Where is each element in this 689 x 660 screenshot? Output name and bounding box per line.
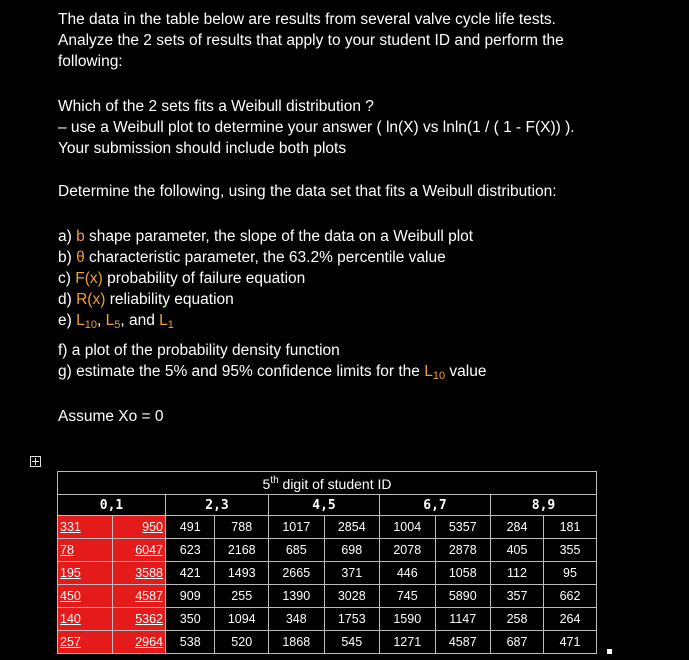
table-cell: 2878 <box>435 539 491 562</box>
table-cell: 909 <box>166 585 215 608</box>
item-d: d) R(x) reliability equation <box>58 291 234 308</box>
symbol-l1: $L_1$ <box>159 312 174 331</box>
table-cell: 5890 <box>435 585 491 608</box>
table-cell: 1271 <box>380 631 436 654</box>
table-cell: 405 <box>491 539 544 562</box>
symbol-l5: $L_5$ <box>105 312 121 331</box>
item-b: b) θ characteristic parameter, the 63.2% percentile value <box>58 249 446 266</box>
question-line: Which of the 2 sets fits a Weibull distribution ? <box>58 98 374 115</box>
table-caption-row <box>58 472 597 495</box>
item-list <box>58 226 486 387</box>
symbol-l10: $L_{10}$ <box>424 363 446 382</box>
table-cell: 1017 <box>269 516 325 539</box>
table-cell: 1094 <box>215 608 269 631</box>
table-cell: 3028 <box>324 585 380 608</box>
data-table <box>57 471 597 654</box>
table-cell: 355 <box>544 539 597 562</box>
table-cell: 195 <box>58 562 113 585</box>
item-g: g) estimate the 5% and 95% confidence limits for the $L_{10}$ value <box>58 363 487 382</box>
table-cell: 685 <box>269 539 325 562</box>
table-cell: 545 <box>324 631 380 654</box>
table-cell: 6047 <box>113 539 166 562</box>
question-line: Your submission should include both plots <box>58 140 347 157</box>
table-row <box>58 631 597 654</box>
table-cell: 264 <box>544 608 597 631</box>
table-cell: 2168 <box>215 539 269 562</box>
table-cell: 520 <box>215 631 269 654</box>
table-cell: 745 <box>380 585 436 608</box>
symbol-fx: F(x) <box>75 270 103 287</box>
table-cell: 1493 <box>215 562 269 585</box>
intro-line: following: <box>58 53 123 70</box>
table-cell: 258 <box>491 608 544 631</box>
table-row <box>58 585 597 608</box>
table-cell: 78 <box>58 539 113 562</box>
table-cell: 140 <box>58 608 113 631</box>
table-cell: 1004 <box>380 516 436 539</box>
group-header: 4,5 <box>269 495 380 516</box>
table-cell: 357 <box>491 585 544 608</box>
table-cell: 950 <box>113 516 166 539</box>
assumption: Assume Xo = 0 <box>58 408 164 425</box>
table-cell: 491 <box>166 516 215 539</box>
table-row <box>58 516 597 539</box>
group-header: 6,7 <box>380 495 491 516</box>
table-cell: 5357 <box>435 516 491 539</box>
table-cell: 623 <box>166 539 215 562</box>
question-paragraph <box>58 96 575 159</box>
table-cell: 788 <box>215 516 269 539</box>
symbol-theta: θ <box>76 249 85 266</box>
table-cell: 687 <box>491 631 544 654</box>
table-cell: 1753 <box>324 608 380 631</box>
table-cell: 4587 <box>435 631 491 654</box>
table-row <box>58 539 597 562</box>
group-header: 0,1 <box>58 495 166 516</box>
group-header-row <box>58 495 597 516</box>
item-e: e) $L_{10}$, $L_5$, and $L_1$ <box>58 312 174 331</box>
table-cell: 450 <box>58 585 113 608</box>
table-cell: 662 <box>544 585 597 608</box>
table-cell: 350 <box>166 608 215 631</box>
table-move-handle-icon[interactable] <box>30 456 41 467</box>
table-cell: 255 <box>215 585 269 608</box>
table-cell: 331 <box>58 516 113 539</box>
table-cell: 698 <box>324 539 380 562</box>
item-c: c) F(x) probability of failure equation <box>58 270 306 287</box>
determine-heading: Determine the following, using the data set that fits a Weibull distribution: <box>58 183 557 200</box>
table-row <box>58 562 597 585</box>
table-cell: 1590 <box>380 608 436 631</box>
table-cell: 421 <box>166 562 215 585</box>
table-cell: 181 <box>544 516 597 539</box>
question-line: – use a Weibull plot to determine your answer ( ln(X) vs lnln(1 / ( 1 - F(X)) ). <box>58 119 575 136</box>
table-cell: 257 <box>58 631 113 654</box>
item-f: f) a plot of the probability density function <box>58 342 340 359</box>
intro-line: Analyze the 2 sets of results that apply to your student ID and perform the <box>58 32 564 49</box>
table-cell: 348 <box>269 608 325 631</box>
symbol-rx: R(x) <box>76 291 106 308</box>
group-header: 2,3 <box>166 495 269 516</box>
table-cell: 1390 <box>269 585 325 608</box>
table-cell: 2665 <box>269 562 325 585</box>
table-cell: 446 <box>380 562 436 585</box>
intro-paragraph <box>58 9 564 72</box>
table-cell: 5362 <box>113 608 166 631</box>
table-cell: 538 <box>166 631 215 654</box>
item-a: a) b shape parameter, the slope of the data on a Weibull plot <box>58 228 474 245</box>
intro-line: The data in the table below are results from several valve cycle life tests. <box>58 11 556 28</box>
table-resize-handle[interactable] <box>607 649 612 654</box>
table-cell: 371 <box>324 562 380 585</box>
symbol-b: b <box>76 228 85 245</box>
table-cell: 1058 <box>435 562 491 585</box>
table-cell: 4587 <box>113 585 166 608</box>
table-row <box>58 608 597 631</box>
table-cell: 2078 <box>380 539 436 562</box>
table-cell: 2854 <box>324 516 380 539</box>
table-cell: 3588 <box>113 562 166 585</box>
table-cell: 95 <box>544 562 597 585</box>
table-cell: 1147 <box>435 608 491 631</box>
symbol-l10: $L_{10}$ <box>76 312 97 331</box>
table-cell: 471 <box>544 631 597 654</box>
table-caption: 5th digit of student ID <box>58 472 597 495</box>
table-cell: 2964 <box>113 631 166 654</box>
group-header: 8,9 <box>491 495 597 516</box>
table-cell: 284 <box>491 516 544 539</box>
table-cell: 112 <box>491 562 544 585</box>
table-cell: 1868 <box>269 631 325 654</box>
